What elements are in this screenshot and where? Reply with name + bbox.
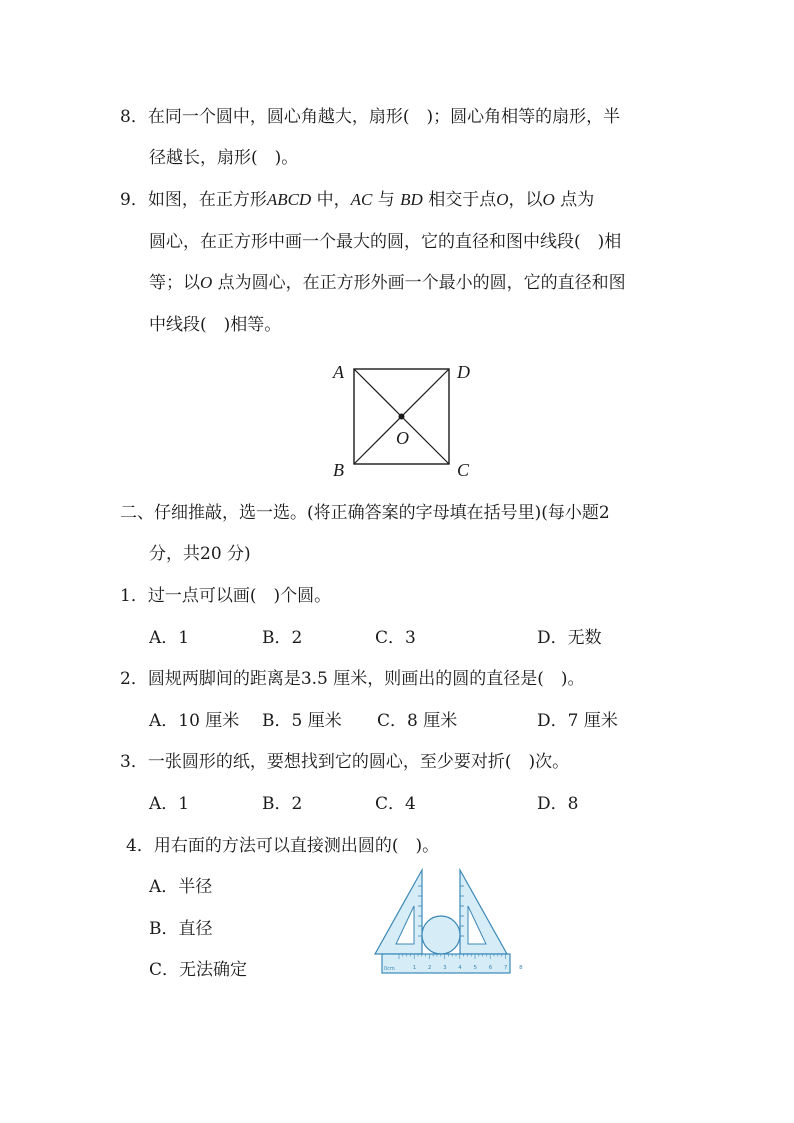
measured-circle (422, 916, 460, 954)
ruler-tick-label: 2 (427, 965, 432, 971)
question-4-option-a: A．半径 (149, 877, 213, 897)
ruler-unit-label: 0cm (384, 966, 395, 972)
label-a: A (333, 362, 344, 382)
question-2-option-c: C．8 厘米 (377, 711, 458, 731)
q9-var: BD (400, 190, 423, 209)
label-c: C (457, 460, 470, 480)
label-b: B (333, 460, 344, 480)
q9-var: O (200, 273, 213, 292)
section-2-heading-line-2: 分，共20 分) (149, 544, 251, 564)
question-1-option-d: D．无数 (537, 628, 602, 648)
question-4-option-b: B．直径 (149, 919, 213, 939)
q9-line-4: 中线段( )相等。 (149, 315, 282, 335)
ruler-tick-label: 3 (443, 965, 447, 971)
q9-var: O (496, 190, 509, 209)
question-1-option-c: C．3 (375, 628, 416, 648)
ruler-tick-label: 7 (503, 965, 508, 971)
label-o: O (396, 428, 409, 448)
q9-text: 点为圆心，在正方形外画一个最小的圆，它的直径和图 (212, 273, 626, 293)
question-3-option-c: C．4 (375, 794, 416, 814)
question-1-option-a: A．1 (149, 628, 190, 648)
question-3-option-b: B．2 (262, 794, 303, 814)
ruler (382, 954, 523, 973)
label-d: D (457, 362, 470, 382)
q9-line-3 (149, 272, 626, 294)
question-2-stem: 2．圆规两脚间的距离是3.5 厘米，则画出的圆的直径是( )。 (120, 669, 585, 689)
q8-line-1: 8．在同一个圆中，圆心角越大，扇形( )；圆心角相等的扇形，半 (120, 107, 621, 127)
q9-var: AC (350, 190, 373, 209)
left-set-square (375, 870, 422, 954)
question-4-stem: 4．用右面的方法可以直接测出圆的( )。 (126, 836, 440, 856)
right-set-square (460, 870, 507, 954)
q9-text: 点为 (554, 190, 595, 210)
square-figure (350, 365, 454, 467)
q9-var: O (542, 190, 555, 209)
question-2-option-b: B．5 厘米 (262, 711, 342, 731)
question-1-stem: 1．过一点可以画( )个圆。 (120, 586, 332, 606)
q8-line-2: 径越长，扇形( )。 (149, 148, 299, 168)
question-2-option-a: A．10 厘米 (149, 711, 240, 731)
q9-text: 等；以 (149, 273, 200, 293)
ruler-tick-label: 8 (519, 965, 523, 971)
question-3-stem: 3．一张圆形的纸，要想找到它的圆心，至少要对折( )次。 (120, 752, 570, 772)
question-4-option-c: C．无法确定 (149, 960, 248, 980)
ruler-tick-label: 1 (412, 965, 417, 971)
q9-line-2: 圆心，在正方形中画一个最大的圆，它的直径和图中线段( )相 (149, 232, 622, 252)
q9-text: 9．如图，在正方形 (120, 190, 267, 210)
q9-line-1 (120, 189, 594, 211)
measuring-tools-illustration (372, 866, 523, 976)
center-point-o (399, 414, 405, 420)
ruler-tick-label: 6 (488, 965, 493, 971)
question-1-option-b: B．2 (262, 628, 303, 648)
q9-text: 中， (311, 190, 351, 210)
section-2-heading-line-1: 二、仔细推敲，选一选。(将正确答案的字母填在括号里)(每小题2 (120, 503, 610, 523)
ruler-tick-label: 4 (458, 965, 462, 971)
question-2-option-d: D．7 厘米 (537, 711, 618, 731)
q9-var: ABCD (266, 190, 312, 209)
question-3-option-a: A．1 (149, 794, 190, 814)
question-3-option-d: D．8 (537, 794, 579, 814)
ruler-tick-label: 5 (473, 965, 477, 971)
q9-text: 与 (372, 190, 401, 210)
q9-text: ，以 (508, 190, 543, 210)
q9-text: 相交于点 (422, 190, 497, 210)
